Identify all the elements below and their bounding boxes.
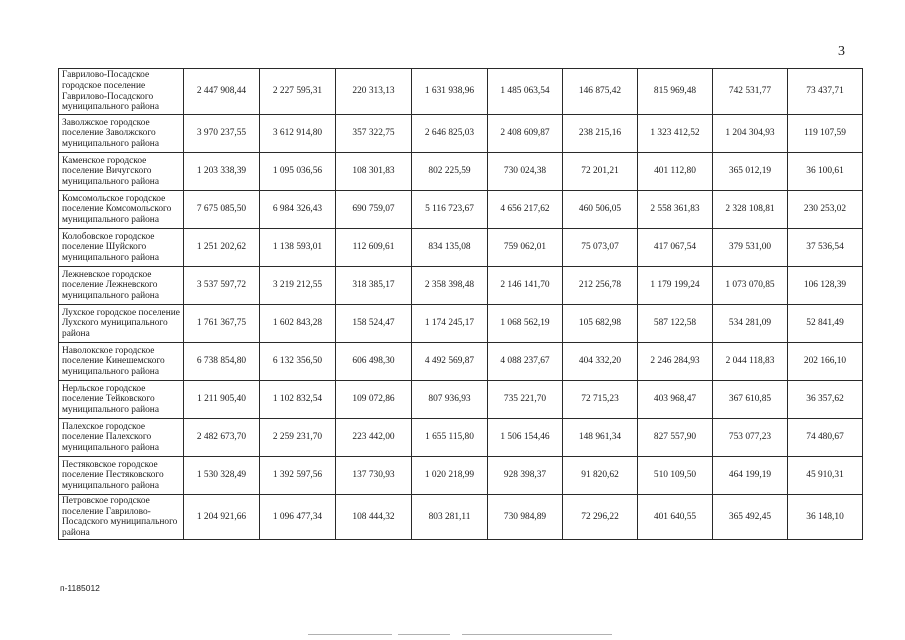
amount-cell: 106 128,39 bbox=[788, 267, 863, 305]
amount-cell: 4 492 569,87 bbox=[412, 343, 488, 381]
amount-cell: 109 072,86 bbox=[336, 381, 412, 419]
amount-cell: 36 100,61 bbox=[788, 153, 863, 191]
table-row bbox=[59, 305, 863, 343]
amount-cell: 2 447 908,44 bbox=[184, 69, 260, 115]
settlement-name-cell: Гаврилово-Посадское городское поселение Гаврилово-Посадского муниципального района bbox=[59, 69, 184, 115]
amount-cell: 91 820,62 bbox=[563, 457, 638, 495]
amount-cell: 510 109,50 bbox=[638, 457, 713, 495]
amount-cell: 112 609,61 bbox=[336, 229, 412, 267]
amount-cell: 212 256,78 bbox=[563, 267, 638, 305]
amount-cell: 807 936,93 bbox=[412, 381, 488, 419]
bottom-divider bbox=[462, 634, 612, 635]
amount-cell: 1 506 154,46 bbox=[488, 419, 563, 457]
amount-cell: 6 984 326,43 bbox=[260, 191, 336, 229]
amount-cell: 1 020 218,99 bbox=[412, 457, 488, 495]
amount-cell: 1 095 036,56 bbox=[260, 153, 336, 191]
amount-cell: 401 640,55 bbox=[638, 495, 713, 540]
amount-cell: 460 506,05 bbox=[563, 191, 638, 229]
table-row bbox=[59, 419, 863, 457]
amount-cell: 75 073,07 bbox=[563, 229, 638, 267]
amount-cell: 108 444,32 bbox=[336, 495, 412, 540]
amount-cell: 137 730,93 bbox=[336, 457, 412, 495]
amount-cell: 36 357,62 bbox=[788, 381, 863, 419]
table-row bbox=[59, 495, 863, 540]
table-row bbox=[59, 69, 863, 115]
amount-cell: 36 148,10 bbox=[788, 495, 863, 540]
amount-cell: 815 969,48 bbox=[638, 69, 713, 115]
amount-cell: 1 761 367,75 bbox=[184, 305, 260, 343]
amount-cell: 464 199,19 bbox=[713, 457, 788, 495]
amount-cell: 1 179 199,24 bbox=[638, 267, 713, 305]
amount-cell: 1 392 597,56 bbox=[260, 457, 336, 495]
amount-cell: 1 602 843,28 bbox=[260, 305, 336, 343]
amount-cell: 401 112,80 bbox=[638, 153, 713, 191]
amount-cell: 146 875,42 bbox=[563, 69, 638, 115]
amount-cell: 3 970 237,55 bbox=[184, 115, 260, 153]
amount-cell: 223 442,00 bbox=[336, 419, 412, 457]
amount-cell: 158 524,47 bbox=[336, 305, 412, 343]
amount-cell: 202 166,10 bbox=[788, 343, 863, 381]
amount-cell: 3 537 597,72 bbox=[184, 267, 260, 305]
amount-cell: 73 437,71 bbox=[788, 69, 863, 115]
amount-cell: 606 498,30 bbox=[336, 343, 412, 381]
amount-cell: 587 122,58 bbox=[638, 305, 713, 343]
amount-cell: 730 984,89 bbox=[488, 495, 563, 540]
amount-cell: 367 610,85 bbox=[713, 381, 788, 419]
document-code: п-1185012 bbox=[60, 583, 100, 593]
settlement-name-cell: Палехское городское поселение Палехского муниципального района bbox=[59, 419, 184, 457]
amount-cell: 3 612 914,80 bbox=[260, 115, 336, 153]
amount-cell: 2 259 231,70 bbox=[260, 419, 336, 457]
amount-cell: 802 225,59 bbox=[412, 153, 488, 191]
amount-cell: 730 024,38 bbox=[488, 153, 563, 191]
amount-cell: 318 385,17 bbox=[336, 267, 412, 305]
amount-cell: 357 322,75 bbox=[336, 115, 412, 153]
amount-cell: 753 077,23 bbox=[713, 419, 788, 457]
amount-cell: 74 480,67 bbox=[788, 419, 863, 457]
amount-cell: 4 656 217,62 bbox=[488, 191, 563, 229]
amount-cell: 2 227 595,31 bbox=[260, 69, 336, 115]
settlement-name-cell: Лежневское городское поселение Лежневского муниципального района bbox=[59, 267, 184, 305]
settlement-name-cell: Колобовское городское поселение Шуйского муниципального района bbox=[59, 229, 184, 267]
amount-cell: 2 408 609,87 bbox=[488, 115, 563, 153]
amount-cell: 230 253,02 bbox=[788, 191, 863, 229]
amount-cell: 108 301,83 bbox=[336, 153, 412, 191]
amount-cell: 5 116 723,67 bbox=[412, 191, 488, 229]
amount-cell: 2 482 673,70 bbox=[184, 419, 260, 457]
amount-cell: 1 204 921,66 bbox=[184, 495, 260, 540]
amount-cell: 690 759,07 bbox=[336, 191, 412, 229]
amount-cell: 72 715,23 bbox=[563, 381, 638, 419]
amount-cell: 4 088 237,67 bbox=[488, 343, 563, 381]
amount-cell: 37 536,54 bbox=[788, 229, 863, 267]
amount-cell: 1 631 938,96 bbox=[412, 69, 488, 115]
amount-cell: 238 215,16 bbox=[563, 115, 638, 153]
amount-cell: 1 204 304,93 bbox=[713, 115, 788, 153]
amount-cell: 379 531,00 bbox=[713, 229, 788, 267]
amount-cell: 1 530 328,49 bbox=[184, 457, 260, 495]
table-row bbox=[59, 191, 863, 229]
amount-cell: 7 675 085,50 bbox=[184, 191, 260, 229]
settlement-name-cell: Петровское городское поселение Гаврилово-Посадского муниципального района bbox=[59, 495, 184, 540]
amount-cell: 1 068 562,19 bbox=[488, 305, 563, 343]
settlement-name-cell: Нерльское городское поселение Тейковского муниципального района bbox=[59, 381, 184, 419]
amount-cell: 365 012,19 bbox=[713, 153, 788, 191]
amount-cell: 1 174 245,17 bbox=[412, 305, 488, 343]
amount-cell: 119 107,59 bbox=[788, 115, 863, 153]
bottom-divider bbox=[398, 634, 450, 635]
amount-cell: 803 281,11 bbox=[412, 495, 488, 540]
amount-cell: 1 138 593,01 bbox=[260, 229, 336, 267]
amount-cell: 417 067,54 bbox=[638, 229, 713, 267]
amount-cell: 365 492,45 bbox=[713, 495, 788, 540]
budget-table bbox=[58, 68, 863, 540]
amount-cell: 1 073 070,85 bbox=[713, 267, 788, 305]
amount-cell: 52 841,49 bbox=[788, 305, 863, 343]
amount-cell: 2 044 118,83 bbox=[713, 343, 788, 381]
amount-cell: 2 646 825,03 bbox=[412, 115, 488, 153]
amount-cell: 105 682,98 bbox=[563, 305, 638, 343]
amount-cell: 3 219 212,55 bbox=[260, 267, 336, 305]
settlement-name-cell: Комсомольское городское поселение Комсомольского муниципального района bbox=[59, 191, 184, 229]
amount-cell: 72 296,22 bbox=[563, 495, 638, 540]
amount-cell: 1 102 832,54 bbox=[260, 381, 336, 419]
amount-cell: 735 221,70 bbox=[488, 381, 563, 419]
amount-cell: 72 201,21 bbox=[563, 153, 638, 191]
amount-cell: 2 246 284,93 bbox=[638, 343, 713, 381]
amount-cell: 827 557,90 bbox=[638, 419, 713, 457]
settlement-name-cell: Заволжское городское поселение Заволжского муниципального района bbox=[59, 115, 184, 153]
amount-cell: 1 096 477,34 bbox=[260, 495, 336, 540]
amount-cell: 742 531,77 bbox=[713, 69, 788, 115]
amount-cell: 2 358 398,48 bbox=[412, 267, 488, 305]
settlement-name-cell: Лухское городское поселение Лухского муниципального района bbox=[59, 305, 184, 343]
amount-cell: 45 910,31 bbox=[788, 457, 863, 495]
amount-cell: 834 135,08 bbox=[412, 229, 488, 267]
amount-cell: 759 062,01 bbox=[488, 229, 563, 267]
amount-cell: 1 655 115,80 bbox=[412, 419, 488, 457]
amount-cell: 2 558 361,83 bbox=[638, 191, 713, 229]
table-row bbox=[59, 115, 863, 153]
amount-cell: 2 328 108,81 bbox=[713, 191, 788, 229]
amount-cell: 1 203 338,39 bbox=[184, 153, 260, 191]
amount-cell: 403 968,47 bbox=[638, 381, 713, 419]
amount-cell: 1 323 412,52 bbox=[638, 115, 713, 153]
amount-cell: 6 738 854,80 bbox=[184, 343, 260, 381]
amount-cell: 1 251 202,62 bbox=[184, 229, 260, 267]
table-row bbox=[59, 381, 863, 419]
table-row bbox=[59, 153, 863, 191]
amount-cell: 220 313,13 bbox=[336, 69, 412, 115]
amount-cell: 6 132 356,50 bbox=[260, 343, 336, 381]
amount-cell: 928 398,37 bbox=[488, 457, 563, 495]
page-number: 3 bbox=[838, 44, 845, 59]
table-row bbox=[59, 457, 863, 495]
amount-cell: 534 281,09 bbox=[713, 305, 788, 343]
settlement-name-cell: Пестяковское городское поселение Пестяковского муниципального района bbox=[59, 457, 184, 495]
table-row bbox=[59, 267, 863, 305]
settlement-name-cell: Каменское городское поселение Вичугского муниципального района bbox=[59, 153, 184, 191]
bottom-divider bbox=[308, 634, 392, 635]
table-row bbox=[59, 343, 863, 381]
table-row bbox=[59, 229, 863, 267]
amount-cell: 2 146 141,70 bbox=[488, 267, 563, 305]
amount-cell: 148 961,34 bbox=[563, 419, 638, 457]
amount-cell: 1 211 905,40 bbox=[184, 381, 260, 419]
amount-cell: 404 332,20 bbox=[563, 343, 638, 381]
amount-cell: 1 485 063,54 bbox=[488, 69, 563, 115]
settlement-name-cell: Наволокское городское поселение Кинешемского муниципального района bbox=[59, 343, 184, 381]
